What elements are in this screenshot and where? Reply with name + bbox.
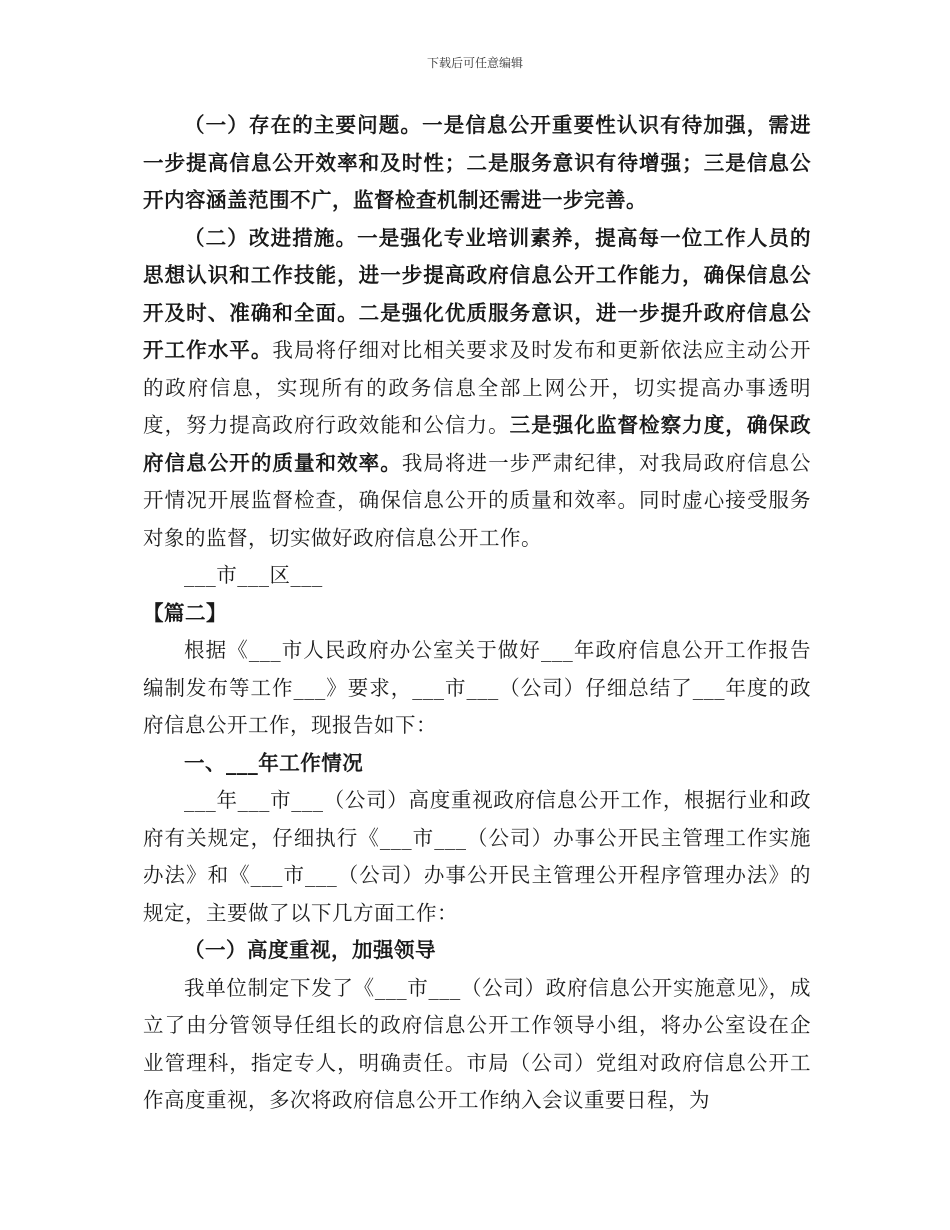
measures-normal-2: 我局将进一步严肃纪律，对我局政府信息公开情况开展监督检查，确保信息公开的质量和效率。同时虚心接受服务对象的监督，切实做好政府信息公开工作。: [143, 450, 812, 550]
paragraph-intro: 根据《___市人民政府办公室关于做好___年政府信息公开工作报告编制发布等工作___》要求，___市___（公司）仔细总结了___年度的政府信息公开工作，现报告如下：: [143, 638, 811, 737]
heading-work-status: 一、___年工作情况: [184, 750, 364, 775]
section-title: 【篇二】: [143, 600, 227, 625]
paragraph-problems: [143, 107, 811, 220]
page-header: 下载后可任意编辑: [426, 56, 523, 70]
paragraph-work-status: ___年___市___（公司）高度重视政府信息公开工作，根据行业和政府有关规定，仔细执行《___市___（公司）办事公开民主管理工作实施办法》和《___市___（公司）办事公开民主管理公开程序管理办法》的规定，主要做了以下几方面工作：: [143, 788, 811, 925]
heading-leadership: （一）高度重视，加强领导: [184, 938, 436, 962]
measures-bold-1: （二）改进措施。一是强化专业培训素养，提高每一位工作人员的思想认识和工作技能，进一步提高政府信息公开工作能力，确保信息公开及时、准确和全面。二是强化优质服务意识，进一步提升政府信息公开工作水平。: [143, 225, 811, 362]
measures-bold-2: 三是强化监督检察力度，确保政府信息公开的质量和效率。: [143, 413, 812, 475]
paragraph-problems-text: （一）存在的主要问题。一是信息公开重要性认识有待加强，需进一步提高信息公开效率和及时性；二是服务意识有待增强；三是信息公开内容涵盖范围不广，监督检查机制还需进一步完善。: [143, 113, 811, 212]
paragraph-leadership: 我单位制定下发了《___市___（公司）政府信息公开实施意见》，成立了由分管领导任组长的政府信息公开工作领导小组，将办公室设在企业管理科，指定专人，明确责任。市局（公司）党组对政府信息公开工作高度重视，多次将政府信息公开工作纳入会议重要日程，为: [143, 975, 811, 1112]
signature-line: ___市___区___: [184, 563, 323, 587]
measures-normal-1: 我局将仔细对比相关要求及时发布和更新依法应主动公开的政府信息，实现所有的政务信息全部上网公开，切实提高办事透明度，努力提高政府行政效能和公信力。: [143, 338, 812, 437]
document-body: [143, 107, 811, 1120]
paragraph-measures: [143, 220, 811, 558]
